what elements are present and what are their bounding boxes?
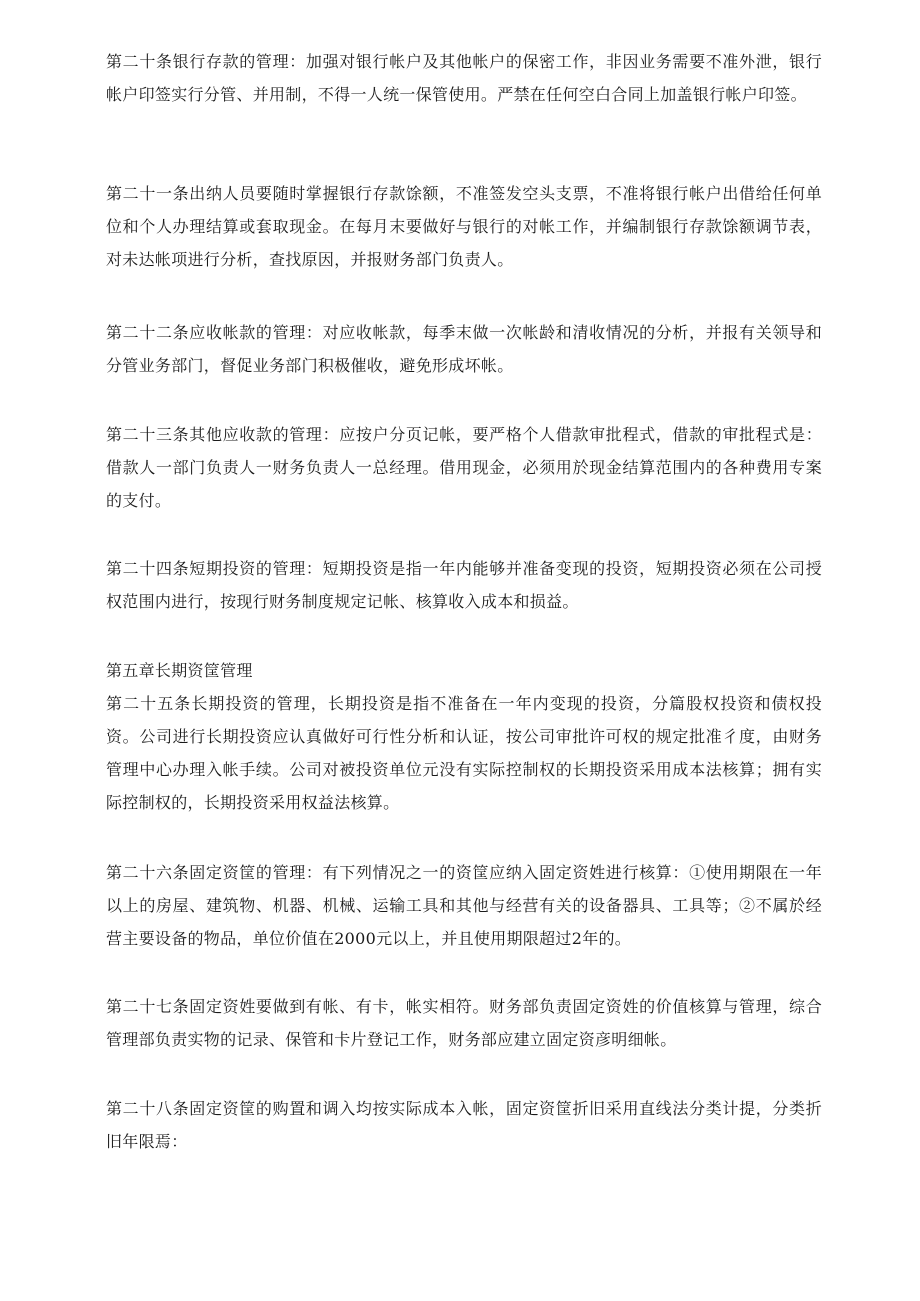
article-20-paragraph: 第二十条银行存款的管理：加强对银行帐户及其他帐户的保密工作，非因业务需要不准外泄，银行帐户印签实行分管、并用制，不得一人统一保管使用。严禁在任何空白合同上加盖银行帐户印签。 [106, 52, 822, 104]
article-28-paragraph: 第二十八条固定资筐的购置和调入均按实际成本入帐，固定资筐折旧采用直线法分类计提，分类折旧年限焉： [106, 1099, 822, 1151]
article-23-paragraph: 第二十三条其他应收款的管理：应按户分页记帐，要严格个人借款审批程式，借款的审批程式是：借款人一部门负责人一财务负责人一总经理。借用现金，必须用於现金结算范围内的各种费用专案的支付。 [106, 425, 822, 510]
article-26-paragraph: 第二十六条固定资筐的管理：有下列情况之一的资筐应纳入固定资姓进行核算：①使用期限在一年以上的房屋、建筑物、机器、机械、运输工具和其他与经营有关的设备器具、工具等；②不属於经营主要设备的物品，单位价值在2000元以上，并且使用期限超过2年的。 [106, 863, 822, 948]
article-25-paragraph: 第二十五条长期投资的管理，长期投资是指不准备在一年内变现的投资，分篇股权投资和债权投资。公司进行长期投资应认真做好可行性分析和认证，按公司审批许可权的规定批准彳度，由财务管理中心办理入帐手续。公司对被投资单位元没有实际控制权的长期投资采用成本法核算；拥有实际控制权的，长期投资采用权益法核算。 [106, 694, 822, 812]
article-24-paragraph: 第二十四条短期投资的管理：短期投资是指一年内能够并准备变现的投资，短期投资必须在公司授权范围内进行，按现行财务制度规定记帐、核算收入成本和损益。 [106, 559, 822, 611]
article-27-paragraph: 第二十七条固定资姓要做到有帐、有卡，帐实相符。财务部负责固定资姓的价值核算与管理，综合管理部负责实物的记录、保管和卡片登记工作，财务部应建立固定资彦明细帐。 [106, 997, 822, 1049]
article-21-paragraph: 第二十一条出纳人员要随时掌握银行存款馀额，不准签发空头支票，不准将银行帐户出借给任何单位和个人办理结算或套取现金。在每月末要做好与银行的对帐工作，并编制银行存款馀额调节表，对未达帐项进行分析，查找原因，并报财务部门负责人。 [106, 184, 822, 269]
article-22-paragraph: 第二十二条应收帐款的管理：对应收帐款，每季末做一次帐龄和清收情况的分析，并报有关领导和分管业务部门，督促业务部门积极催收，避免形成坏帐。 [106, 323, 822, 375]
chapter-heading: 第五章长期资筐管理 [106, 661, 253, 680]
